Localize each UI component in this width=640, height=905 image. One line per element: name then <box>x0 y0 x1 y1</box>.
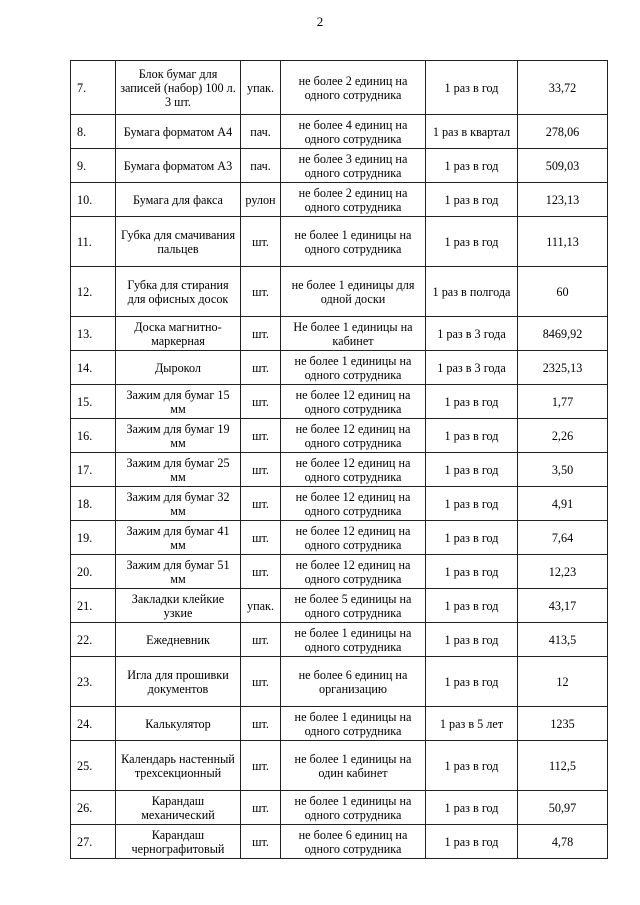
unit-of-measure: упак. <box>241 589 281 623</box>
replacement-period: 1 раз в квартал <box>426 115 518 149</box>
item-name: Зажим для бумаг 25 мм <box>116 453 241 487</box>
unit-price: 12 <box>518 657 608 707</box>
item-name: Дырокол <box>116 351 241 385</box>
replacement-period: 1 раз в год <box>426 825 518 859</box>
unit-of-measure: шт. <box>241 317 281 351</box>
row-number: 20. <box>71 555 116 589</box>
item-name: Бумага для факса <box>116 183 241 217</box>
unit-price: 509,03 <box>518 149 608 183</box>
unit-of-measure: рулон <box>241 183 281 217</box>
item-name: Карандаш механический <box>116 791 241 825</box>
supply-norms-table <box>70 60 608 859</box>
replacement-period: 1 раз в год <box>426 741 518 791</box>
unit-of-measure: шт. <box>241 741 281 791</box>
row-number: 7. <box>71 61 116 115</box>
item-name: Зажим для бумаг 51 мм <box>116 555 241 589</box>
unit-of-measure: шт. <box>241 825 281 859</box>
table-row <box>71 741 608 791</box>
unit-price: 123,13 <box>518 183 608 217</box>
quantity-norm: Не более 1 единицы на кабинет <box>281 317 426 351</box>
quantity-norm: не более 12 единиц на одного сотрудника <box>281 419 426 453</box>
unit-price: 3,50 <box>518 453 608 487</box>
table-row <box>71 487 608 521</box>
quantity-norm: не более 12 единиц на одного сотрудника <box>281 453 426 487</box>
unit-of-measure: шт. <box>241 555 281 589</box>
item-name: Календарь настенный трехсекционный <box>116 741 241 791</box>
quantity-norm: не более 12 единиц на одного сотрудника <box>281 487 426 521</box>
unit-of-measure: шт. <box>241 217 281 267</box>
quantity-norm: не более 2 единиц на одного сотрудника <box>281 183 426 217</box>
unit-of-measure: пач. <box>241 115 281 149</box>
table-row <box>71 589 608 623</box>
row-number: 15. <box>71 385 116 419</box>
replacement-period: 1 раз в 5 лет <box>426 707 518 741</box>
item-name: Губка для стирания для офисных досок <box>116 267 241 317</box>
unit-price: 2,26 <box>518 419 608 453</box>
table-row <box>71 453 608 487</box>
page-number: 2 <box>316 14 324 29</box>
unit-of-measure: упак. <box>241 61 281 115</box>
table-body <box>71 61 608 859</box>
unit-price: 278,06 <box>518 115 608 149</box>
row-number: 9. <box>71 149 116 183</box>
unit-price: 8469,92 <box>518 317 608 351</box>
quantity-norm: не более 3 единиц на одного сотрудника <box>281 149 426 183</box>
table-row <box>71 707 608 741</box>
unit-price: 413,5 <box>518 623 608 657</box>
unit-of-measure: шт. <box>241 487 281 521</box>
item-name: Зажим для бумаг 19 мм <box>116 419 241 453</box>
unit-price: 2325,13 <box>518 351 608 385</box>
table-row <box>71 217 608 267</box>
table-row <box>71 115 608 149</box>
unit-price: 111,13 <box>518 217 608 267</box>
table-row <box>71 657 608 707</box>
quantity-norm: не более 1 единицы на одного сотрудника <box>281 707 426 741</box>
replacement-period: 1 раз в год <box>426 623 518 657</box>
row-number: 12. <box>71 267 116 317</box>
quantity-norm: не более 5 единицы на одного сотрудника <box>281 589 426 623</box>
unit-price: 4,91 <box>518 487 608 521</box>
row-number: 26. <box>71 791 116 825</box>
table-row <box>71 183 608 217</box>
row-number: 8. <box>71 115 116 149</box>
row-number: 19. <box>71 521 116 555</box>
unit-price: 7,64 <box>518 521 608 555</box>
item-name: Зажим для бумаг 41 мм <box>116 521 241 555</box>
row-number: 18. <box>71 487 116 521</box>
unit-price: 1235 <box>518 707 608 741</box>
table-row <box>71 521 608 555</box>
replacement-period: 1 раз в 3 года <box>426 317 518 351</box>
replacement-period: 1 раз в год <box>426 791 518 825</box>
replacement-period: 1 раз в год <box>426 589 518 623</box>
unit-price: 1,77 <box>518 385 608 419</box>
quantity-norm: не более 1 единицы на одного сотрудника <box>281 623 426 657</box>
table-row <box>71 351 608 385</box>
replacement-period: 1 раз в год <box>426 217 518 267</box>
unit-of-measure: пач. <box>241 149 281 183</box>
quantity-norm: не более 6 единиц на организацию <box>281 657 426 707</box>
item-name: Карандаш чернографитовый <box>116 825 241 859</box>
unit-price: 12,23 <box>518 555 608 589</box>
quantity-norm: не более 1 единицы на одного сотрудника <box>281 217 426 267</box>
table-row <box>71 267 608 317</box>
unit-price: 60 <box>518 267 608 317</box>
table-row <box>71 419 608 453</box>
unit-of-measure: шт. <box>241 791 281 825</box>
quantity-norm: не более 1 единицы для одной доски <box>281 267 426 317</box>
row-number: 16. <box>71 419 116 453</box>
row-number: 13. <box>71 317 116 351</box>
row-number: 21. <box>71 589 116 623</box>
row-number: 10. <box>71 183 116 217</box>
table-row <box>71 825 608 859</box>
table-row <box>71 623 608 657</box>
item-name: Игла для прошивки документов <box>116 657 241 707</box>
item-name: Блок бумаг для записей (набор) 100 л. 3 шт. <box>116 61 241 115</box>
quantity-norm: не более 6 единиц на одного сотрудника <box>281 825 426 859</box>
quantity-norm: не более 12 единиц на одного сотрудника <box>281 521 426 555</box>
unit-price: 43,17 <box>518 589 608 623</box>
row-number: 23. <box>71 657 116 707</box>
item-name: Ежедневник <box>116 623 241 657</box>
replacement-period: 1 раз в год <box>426 183 518 217</box>
replacement-period: 1 раз в полгода <box>426 267 518 317</box>
table-row <box>71 149 608 183</box>
unit-of-measure: шт. <box>241 657 281 707</box>
item-name: Доска магнитно-маркерная <box>116 317 241 351</box>
item-name: Зажим для бумаг 32 мм <box>116 487 241 521</box>
quantity-norm: не более 12 единиц на одного сотрудника <box>281 555 426 589</box>
replacement-period: 1 раз в год <box>426 149 518 183</box>
quantity-norm: не более 1 единицы на одного сотрудника <box>281 351 426 385</box>
unit-of-measure: шт. <box>241 521 281 555</box>
row-number: 11. <box>71 217 116 267</box>
table-row <box>71 385 608 419</box>
table-row <box>71 555 608 589</box>
quantity-norm: не более 1 единицы на один кабинет <box>281 741 426 791</box>
row-number: 27. <box>71 825 116 859</box>
quantity-norm: не более 2 единиц на одного сотрудника <box>281 61 426 115</box>
replacement-period: 1 раз в год <box>426 61 518 115</box>
table-row <box>71 791 608 825</box>
item-name: Калькулятор <box>116 707 241 741</box>
unit-price: 50,97 <box>518 791 608 825</box>
row-number: 22. <box>71 623 116 657</box>
item-name: Зажим для бумаг 15 мм <box>116 385 241 419</box>
item-name: Бумага форматом А3 <box>116 149 241 183</box>
unit-price: 4,78 <box>518 825 608 859</box>
unit-price: 33,72 <box>518 61 608 115</box>
replacement-period: 1 раз в год <box>426 487 518 521</box>
unit-of-measure: шт. <box>241 267 281 317</box>
item-name: Бумага форматом А4 <box>116 115 241 149</box>
quantity-norm: не более 1 единицы на одного сотрудника <box>281 791 426 825</box>
row-number: 24. <box>71 707 116 741</box>
replacement-period: 1 раз в год <box>426 657 518 707</box>
unit-of-measure: шт. <box>241 453 281 487</box>
replacement-period: 1 раз в год <box>426 521 518 555</box>
row-number: 17. <box>71 453 116 487</box>
unit-of-measure: шт. <box>241 385 281 419</box>
item-name: Закладки клейкие узкие <box>116 589 241 623</box>
quantity-norm: не более 4 единиц на одного сотрудника <box>281 115 426 149</box>
row-number: 25. <box>71 741 116 791</box>
row-number: 14. <box>71 351 116 385</box>
replacement-period: 1 раз в год <box>426 419 518 453</box>
unit-of-measure: шт. <box>241 419 281 453</box>
table-row <box>71 61 608 115</box>
item-name: Губка для смачивания пальцев <box>116 217 241 267</box>
quantity-norm: не более 12 единиц на одного сотрудника <box>281 385 426 419</box>
replacement-period: 1 раз в год <box>426 385 518 419</box>
table-row <box>71 317 608 351</box>
replacement-period: 1 раз в 3 года <box>426 351 518 385</box>
unit-of-measure: шт. <box>241 623 281 657</box>
unit-of-measure: шт. <box>241 707 281 741</box>
replacement-period: 1 раз в год <box>426 555 518 589</box>
unit-price: 112,5 <box>518 741 608 791</box>
unit-of-measure: шт. <box>241 351 281 385</box>
replacement-period: 1 раз в год <box>426 453 518 487</box>
